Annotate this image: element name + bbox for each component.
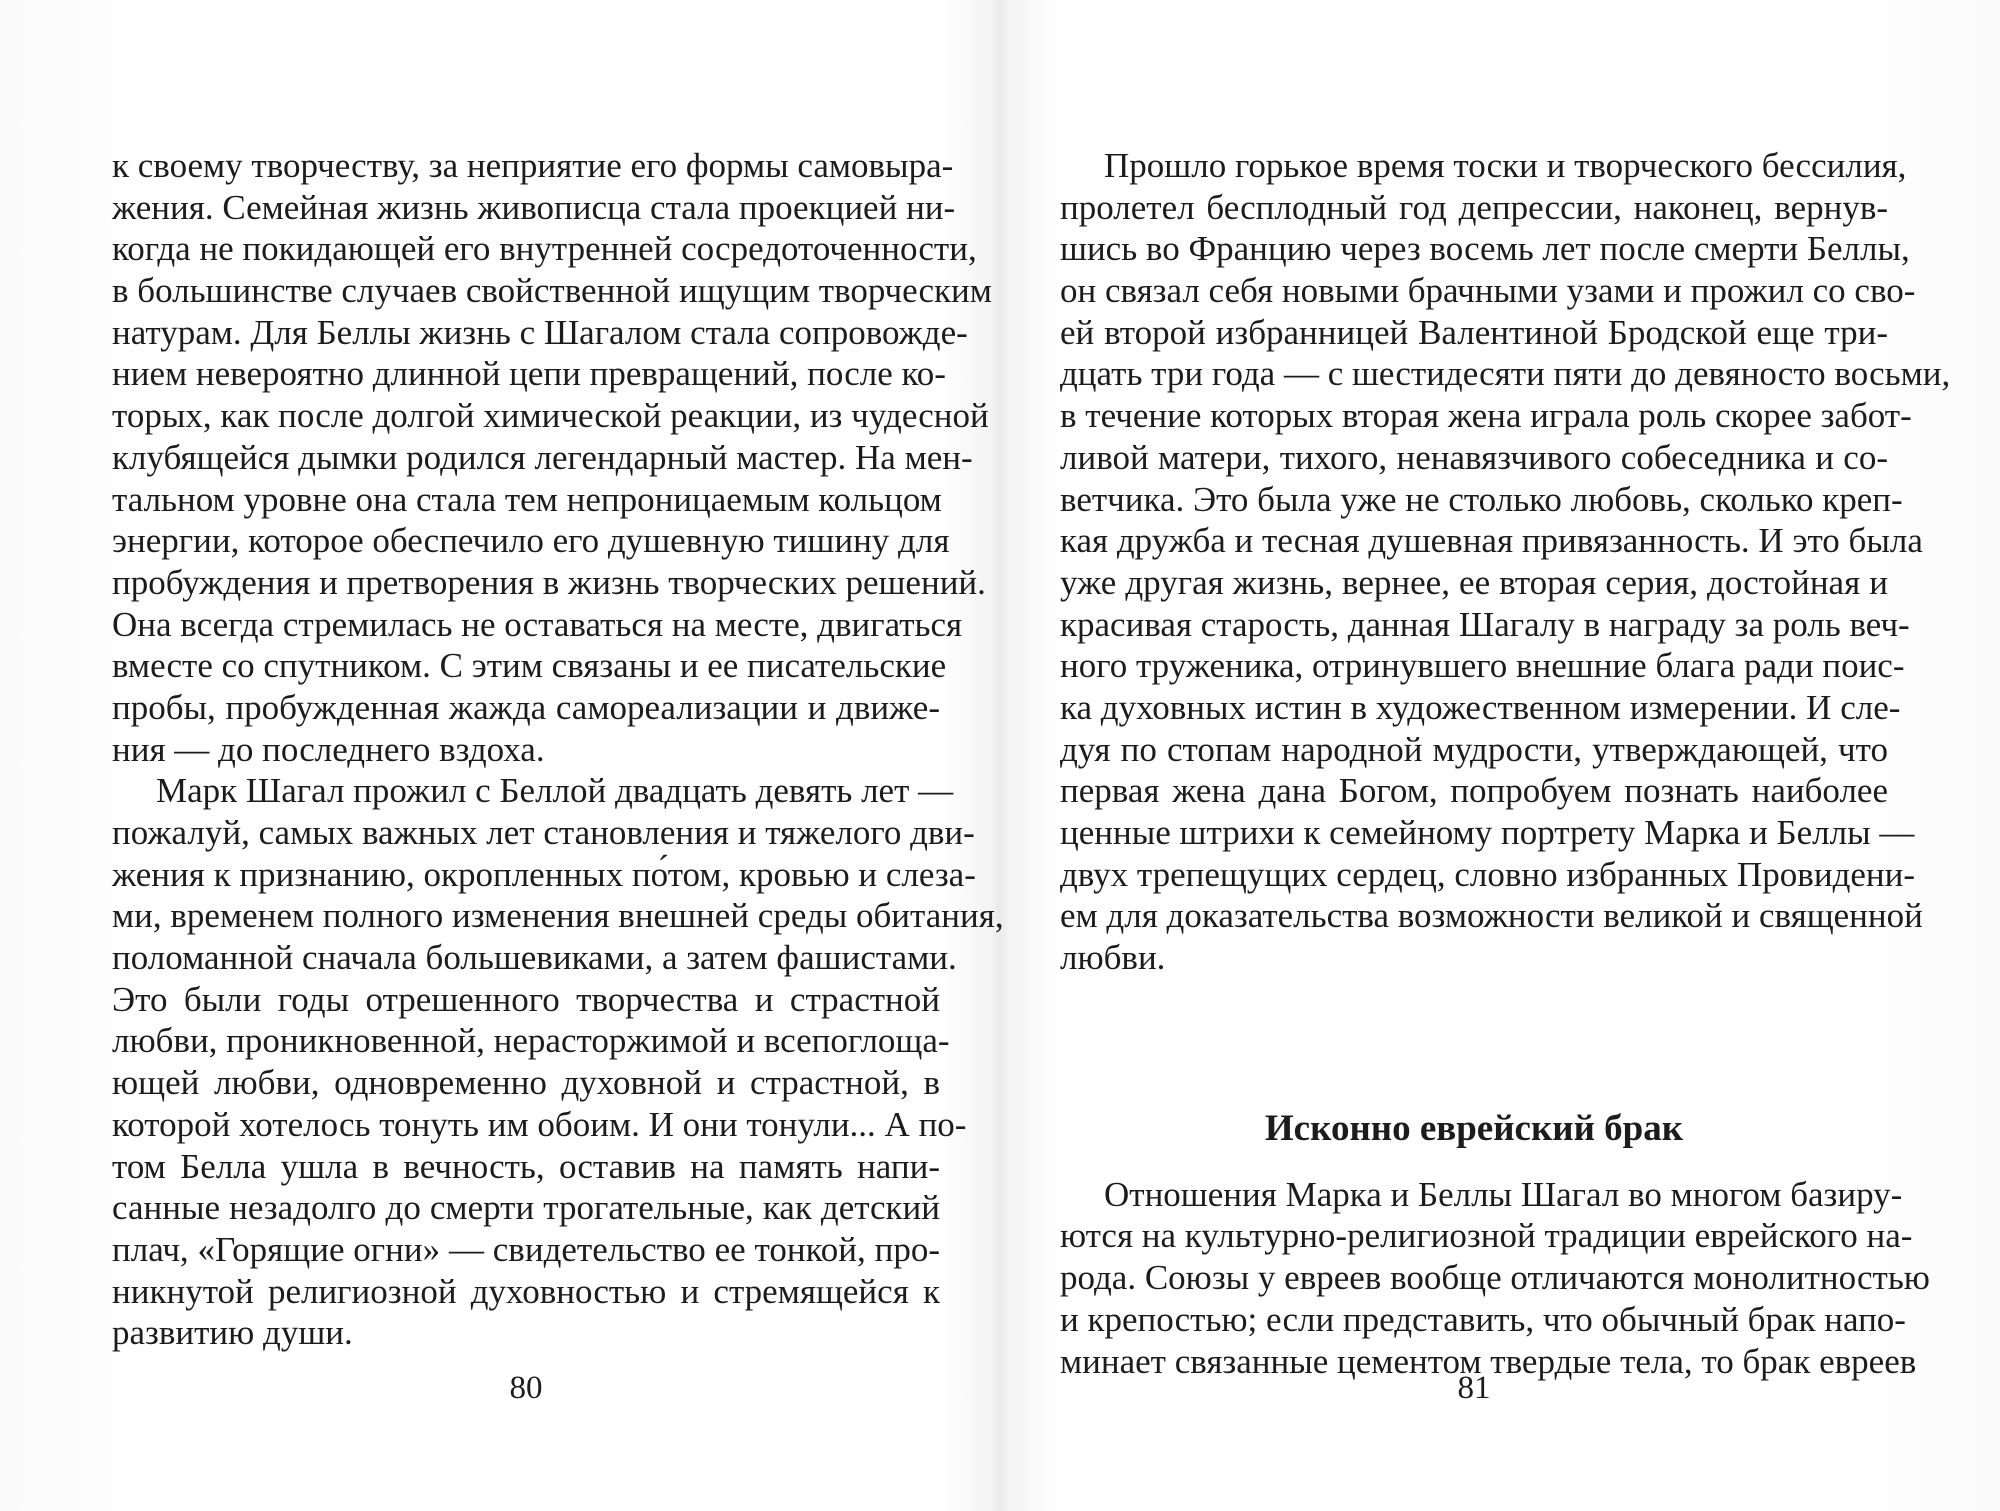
text-line: Она всегда стремилась не оставаться на месте, двигаться	[112, 604, 963, 644]
text-line: пожалуй, самых важных лет становления и тяжелого дви-	[112, 813, 975, 852]
text-line: жения к признанию, окропленных по́том, кровью и слеза-	[112, 854, 976, 894]
text-line: санные незадолго до смерти трогательные, как детский	[112, 1188, 940, 1228]
text-line: развитию души.	[112, 1313, 353, 1353]
text-line: рода. Союзы у евреев вообще отличаются монолитностью	[1060, 1258, 1930, 1298]
text-line: ми, временем полного изменения внешней среды обитания,	[112, 896, 1004, 936]
text-line: ливой матери, тихого, ненавязчивого собеседника и со-	[1060, 437, 1888, 477]
section-spacer	[1060, 979, 1888, 1104]
text-line: минает связанные цементом твердые тела, то брак евреев	[1060, 1341, 1917, 1381]
text-line: энергии, которое обеспечило его душевную тишину для	[112, 521, 950, 561]
text-line: кая дружба и тесная душевная привязанность. И это была	[1060, 521, 1923, 561]
text-line: шись во Францию через восемь лет после смерти Беллы,	[1060, 229, 1910, 269]
text-line: Отношения Марка и Беллы Шагал во многом базиру-	[1104, 1174, 1903, 1214]
left-page-text	[112, 145, 1004, 1354]
text-line: ния — до последнего вздоха.	[112, 729, 545, 769]
right-page	[1060, 0, 1951, 1511]
text-line: вместе со спутником. С этим связаны и ее писательские	[112, 646, 947, 686]
text-line: клубящейся дымки родился легендарный мастер. На мен-	[112, 437, 973, 477]
text-line: ценные штрихи к семейному портрету Марка и Беллы —	[1060, 813, 1915, 852]
text-line: которой хотелось тонуть им обоим. И они тонули... А по-	[112, 1104, 967, 1144]
text-line: любви, проникновенной, нерасторжимой и всепоглоща-	[112, 1021, 950, 1061]
text-line: пролетел бесплодный год депрессии, наконец, вернув-	[1060, 187, 1888, 227]
text-line: первая жена дана Богом, попробуем познать наиболее	[1060, 771, 1888, 811]
text-line: ются на культурно-религиозной традиции еврейского на-	[1060, 1216, 1913, 1256]
text-line: ей второй избранницей Валентиной Бродской еще три-	[1060, 312, 1888, 352]
page-number: 80	[509, 1370, 543, 1406]
text-line: и крепостью; если представить, что обычный брак напо-	[1060, 1299, 1906, 1339]
text-line: ного труженика, отринувшего внешние блага ради поис-	[1060, 646, 1905, 686]
text-line: к своему творчеству, за неприятие его формы самовыра-	[112, 146, 954, 185]
text-line: любви.	[1060, 938, 1166, 978]
left-page	[112, 0, 1004, 1511]
text-line: он связал себя новыми брачными узами и прожил со сво-	[1060, 271, 1916, 311]
text-line: жения. Семейная жизнь живописца стала проекцией ни-	[112, 187, 956, 227]
text-line: ка духовных истин в художественном измерении. И сле-	[1060, 687, 1901, 727]
text-line: плач, «Горящие огни» — свидетельство ее тонкой, про-	[112, 1229, 940, 1269]
section-heading: Исконно еврейский брак	[1264, 1107, 1684, 1149]
text-line: нием невероятно длинной цепи превращений, после ко-	[112, 354, 946, 394]
text-line: когда не покидающей его внутренней сосредоточенности,	[112, 229, 977, 269]
text-line: никнутой религиозной духовностью и стремящейся к	[112, 1271, 940, 1311]
text-line: торых, как после долгой химической реакции, из чудесной	[112, 396, 989, 436]
text-line: красивая старость, данная Шагалу в награду за роль веч-	[1060, 604, 1910, 644]
text-line: в большинстве случаев свойственной ищущим творческим	[112, 271, 992, 311]
text-line: Марк Шагал прожил с Беллой двадцать девять лет —	[156, 771, 954, 811]
text-line: уже другая жизнь, вернее, ее вторая серия, достойная и	[1060, 562, 1888, 602]
text-line: Это были годы отрешенного творчества и страстной	[112, 979, 940, 1019]
text-line: тальном уровне она стала тем непроницаемым кольцом	[112, 479, 942, 519]
text-line: пробуждения и претворения в жизнь творческих решений.	[112, 562, 986, 602]
text-line: в течение которых вторая жена играла роль скорее забот-	[1060, 396, 1912, 436]
text-line: ющей любви, одновременно духовной и страстной, в	[112, 1063, 940, 1103]
text-line: двух трепещущих сердец, словно избранных Провидени-	[1060, 854, 1916, 894]
text-line: пробы, пробужденная жажда самореализации и движе-	[112, 687, 940, 727]
text-line: ем для доказательства возможности великой и священной	[1060, 896, 1923, 936]
text-line: Прошло горькое время тоски и творческого бессилия,	[1104, 146, 1907, 185]
text-line: ветчика. Это была уже не столько любовь, сколько креп-	[1060, 479, 1903, 519]
page-number: 81	[1457, 1370, 1491, 1406]
text-line: дуя по стопам народной мудрости, утверждающей, что	[1060, 729, 1888, 769]
text-line: том Белла ушла в вечность, оставив на память напи-	[112, 1146, 940, 1186]
text-line: натурам. Для Беллы жизнь с Шагалом стала сопровожде-	[112, 312, 968, 352]
text-line: дцать три года — с шестидесяти пяти до девяносто восьми,	[1060, 354, 1951, 394]
right-page-text	[1060, 145, 1951, 1382]
text-line: поломанной сначала большевиками, а затем фашистами.	[112, 938, 957, 978]
